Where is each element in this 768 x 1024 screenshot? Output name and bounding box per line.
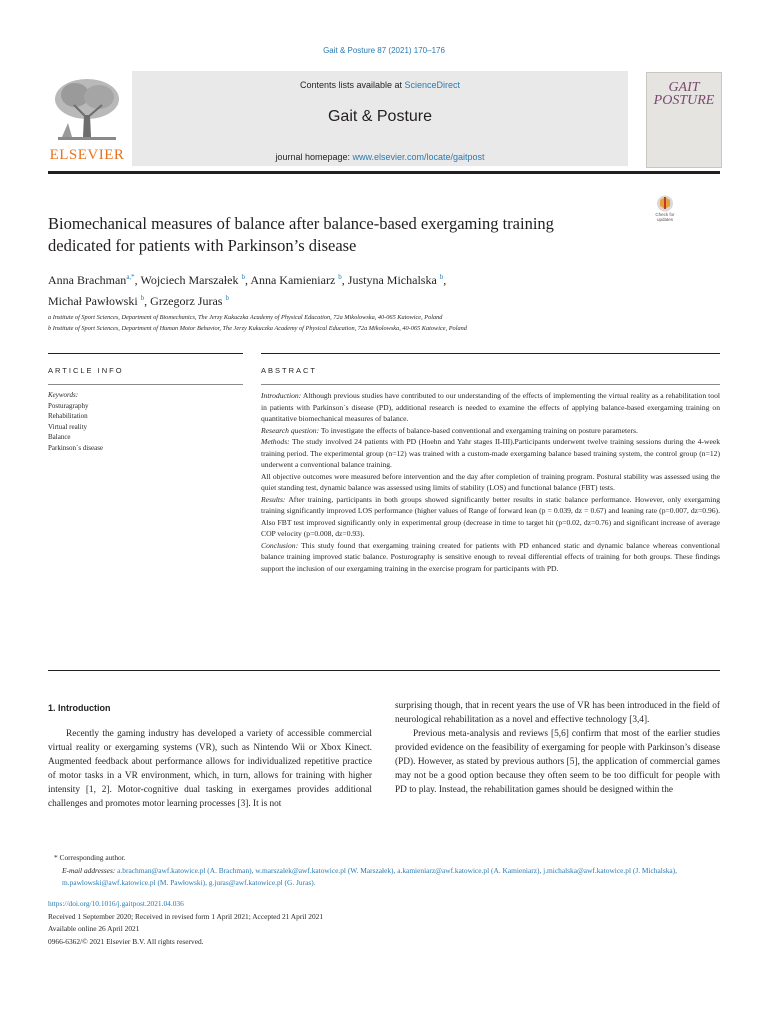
author-name[interactable]: Michał Pawłowski: [48, 294, 138, 308]
abstract-bottom-rule: [48, 670, 720, 671]
article-info-subrule: [48, 384, 243, 385]
check-for-updates-button[interactable]: [647, 195, 683, 229]
contents-prefix: Contents lists available at: [299, 80, 405, 90]
author-name[interactable]: Anna Kamieniarz: [250, 273, 336, 287]
abstract-body: To investigate the effects of balance-based conventional and exergaming training on posture parameters.: [319, 425, 638, 435]
author-affiliation-mark[interactable]: b: [338, 273, 342, 281]
abstract-heading: ABSTRACT: [261, 366, 318, 375]
abstract-introduction: [261, 390, 720, 425]
paper-title: Biomechanical measures of balance after balance-based exergaming training dedicated for patients with Parkinson’s disease: [48, 214, 554, 255]
author-name[interactable]: Wojciech Marszałek: [140, 273, 239, 287]
header-rule: [48, 171, 720, 174]
check-updates-icon: [655, 195, 675, 212]
email-label: E-mail addresses:: [62, 865, 116, 875]
journal-cover-thumbnail[interactable]: [646, 72, 722, 168]
author-name[interactable]: Anna Brachman: [48, 273, 127, 287]
abstract-rule: [261, 353, 720, 354]
affiliation-b: b Institute of Sport Sciences, Department of Human Motor Behavior, The Jerzy Kukuczka Academy of Physical Education, 72a Mikolowska, 40-065 Katowice, Poland: [48, 325, 467, 332]
body-paragraph: Previous meta-analysis and reviews [5,6] confirm that most of the earlier studies provided evidence on the feasibility of exergaming for people with Parkinson’s disease (PD). However, as stated by previous authors [5], the application of commercial games may not be a good option because they often seem to be too difficult for people with PD to play. Instead, the rehabilitation games should be designed within the: [395, 729, 720, 795]
abstract-methods-2: All objective outcomes were measured before intervention and the day after completion of training program. Postural stability was assessed using the quiet standing test, dynamic balance was assessed using limits of stability (LOS) and functional balance (FBT) tests.: [261, 471, 720, 492]
body-column-right: [395, 699, 720, 797]
section-heading-introduction: 1. Introduction: [48, 703, 111, 713]
copyright: 0966-6362/© 2021 Elsevier B.V. All rights reserved.: [48, 936, 204, 946]
corresponding-author-note: * Corresponding author.: [54, 853, 126, 862]
abstract-body: After training, participants in both groups showed significantly better results in static balance performance. However, only exergaming training significantly improved LOS performance (higher values of Range of forward lean (p = 0.039, dz = 0.67) and leaning rate (p=0.007, dz=0.96). Also FBT test improved significantly only in experimental group (decrease in time to target hit (p=0.02, dz=0.76) and significant increase of average COP velocity (p=0.008, dz=0.93).: [261, 494, 720, 538]
author-affiliation-mark[interactable]: a,*: [126, 273, 135, 281]
cover-title-line1: GAIT: [668, 80, 700, 95]
affiliations: [48, 312, 728, 334]
elsevier-wordmark: ELSEVIER: [49, 147, 125, 163]
keywords-block: [48, 390, 243, 453]
elsevier-logo[interactable]: [48, 75, 126, 167]
affiliation-a: a Institute of Sport Sciences, Department of Biomechanics, The Jerzy Kukuczka Academy of Physical Education, 72a Mikolowska, 40-065 Katowice, Poland: [48, 314, 443, 321]
abstract-methods: [261, 436, 720, 471]
homepage-line: [132, 152, 628, 162]
author-affiliation-mark[interactable]: b: [439, 273, 444, 281]
keyword: Posturagraphy: [48, 401, 89, 410]
keyword: Balance: [48, 433, 71, 441]
abstract-body: Although previous studies have contributed to our understanding of the effects of implementing the virtual reality as a rehabilitation tool in patients with Parkinson´s disease (PD), additional research is needed to examine the effects of applying balance-based exergaming training on quantitative biomechanical measures of balance.: [261, 391, 720, 423]
email-addresses: [48, 865, 720, 890]
author-name[interactable]: Justyna Michalska: [347, 273, 437, 287]
abstract-results: [261, 494, 720, 540]
body-paragraph: Recently the gaming industry has developed a variety of accessible commercial virtual reality or exergaming systems (VR), such as Nintendo Wii or Xbox Kinect. Augmented feedback about performance allows for individualized repetitive practice of motor tasks in a VR environment, which, in turn, allows for training with higher intensity [1, 2]. Motor-cognitive dual tasking in exergames provides additional challenges and promotes motor learning processes [3]. It is not: [48, 729, 372, 809]
homepage-prefix: journal homepage:: [275, 152, 353, 162]
keyword: Virtual reality: [48, 422, 88, 431]
available-online: Available online 26 April 2021: [48, 924, 140, 933]
publication-info: [48, 898, 720, 948]
sciencedirect-link[interactable]: ScienceDirect: [404, 80, 461, 90]
abstract-label: Results:: [261, 494, 286, 504]
journal-citation-link[interactable]: Gait & Posture 87 (2021) 170–176: [323, 46, 445, 55]
cover-title: [649, 81, 719, 107]
received-dates: Received 1 September 2020; Received in revised form 1 April 2021; Accepted 21 April 2021: [48, 911, 324, 921]
abstract-research-question: [261, 425, 720, 437]
check-updates-label: Check for updates: [655, 212, 675, 222]
abstract-text: [261, 390, 720, 574]
keyword: Parkinson´s disease: [48, 443, 104, 452]
cover-title-line2: POSTURE: [653, 93, 715, 108]
article-info-rule: [48, 353, 243, 354]
author-affiliation-mark[interactable]: b: [225, 294, 229, 302]
abstract-label: Research question:: [261, 425, 320, 435]
abstract-body: This study found that exergaming training created for patients with PD enhanced static and dynamic balance whereas conventional balance training improved static balance. Posturography is sensitive enough to reveal differential effects of training for both groups. These findings support the inclusion of our exergaming training in the exercise program for participants with PD.: [261, 540, 720, 573]
homepage-link[interactable]: www.elsevier.com/locate/gaitpost: [352, 152, 485, 162]
footnotes: [48, 852, 720, 890]
author-affiliation-mark[interactable]: b: [241, 273, 245, 281]
author-name[interactable]: Grzegorz Juras: [150, 294, 223, 308]
journal-title: Gait & Posture: [327, 108, 433, 125]
abstract-subrule: [261, 384, 720, 385]
article-info-heading: ARTICLE INFO: [48, 366, 124, 375]
keywords-label: Keywords:: [48, 391, 79, 399]
contents-line: [132, 80, 628, 90]
abstract-label: Conclusion:: [261, 540, 299, 550]
elsevier-tree-icon: [50, 75, 124, 145]
doi-link[interactable]: https://doi.org/10.1016/j.gaitpost.2021.04.036: [48, 899, 184, 908]
abstract-body: The study involved 24 patients with PD (Hoehn and Yahr stages II-III).Participants underwent twelve training sessions during the 4-week training period. The experimental group (n=12) was trained with a custom-made exergaming balance based training system, the control group (n=12) underwent a conventional balance training.: [261, 437, 720, 469]
author-affiliation-mark[interactable]: b: [140, 294, 145, 302]
keyword: Rehabilitation: [48, 412, 88, 420]
abstract-label: Methods:: [261, 437, 290, 446]
email-links[interactable]: a.brachman@awf.katowice.pl (A. Brachman), w.marszalek@awf.katowice.pl (W. Marszałek), a.kamieniarz@awf.katowice.pl (A. Kamieniarz), j.michalska@awf.katowice.pl (J. Michalska), m.pawlowski@awf.katowice.pl (M. Pawłowski), g.juras@awf.katowice.pl (G. Juras).: [62, 865, 677, 887]
author-list: Anna Brachman$^{a,*}$, Wojciech Marszałek $^b$, Anna Kamieniarz $^b$, Justyna Michalska $^b$, Michał Pawłowski $^b$, Grzegorz Juras $^b$: [48, 273, 447, 308]
abstract-label: Introduction:: [261, 391, 302, 400]
body-paragraph: surprising though, that in recent years the use of VR has been introduced in the field of neurological rehabilitation as a novel and effective technology [3,4].: [395, 701, 720, 725]
body-column-left: [48, 727, 372, 811]
abstract-conclusion: [261, 540, 720, 575]
